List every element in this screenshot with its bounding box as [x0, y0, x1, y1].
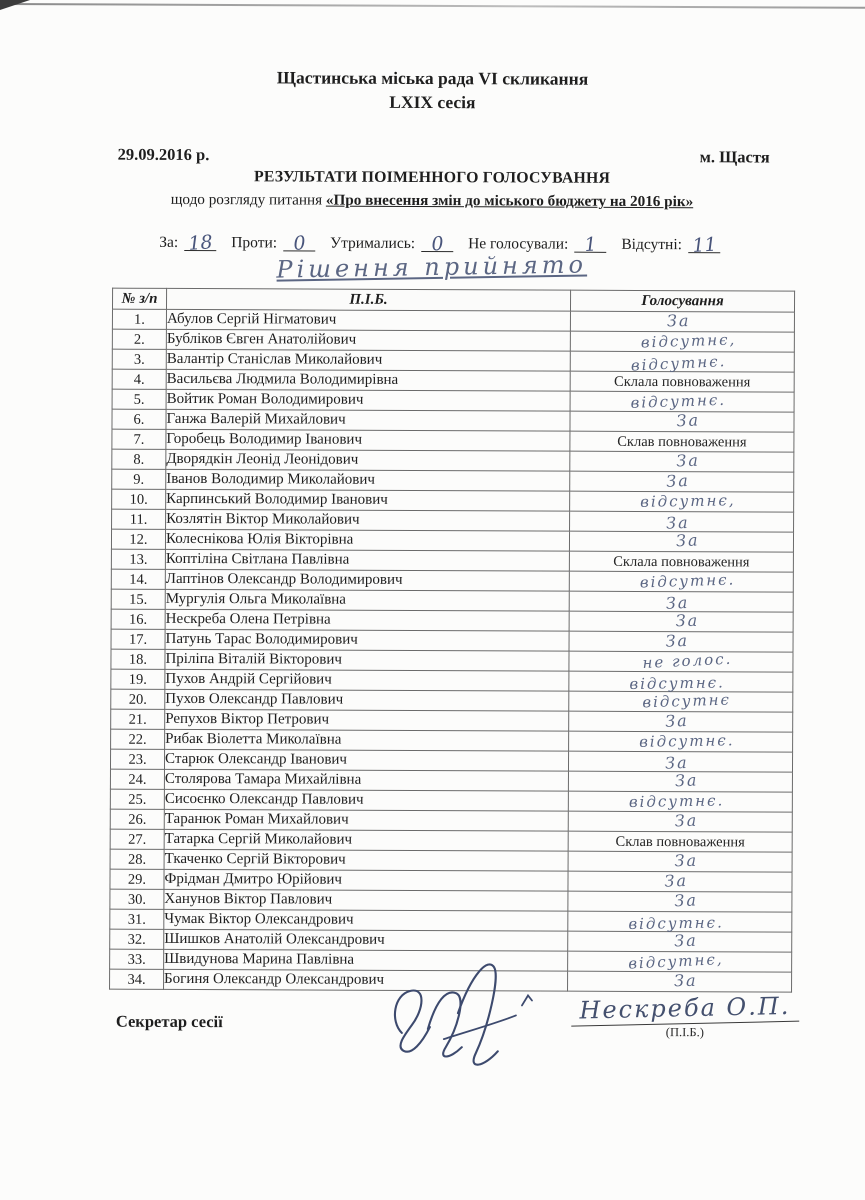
vote-cell: [570, 391, 794, 412]
row-number: 12.: [111, 529, 165, 549]
summary-absent-value: 11: [691, 233, 717, 258]
deputy-name: Ткаченко Сергій Вікторович: [164, 849, 568, 871]
subtitle-prefix: щодо розгляду питання: [170, 190, 326, 209]
secretary-name-handwritten: Нескреба О.П.: [571, 992, 800, 1027]
vote-value-handwritten: За: [665, 592, 690, 613]
deputy-name: Рибак Віолетта Миколаївна: [165, 729, 569, 751]
vote-value-handwritten: За: [665, 512, 690, 533]
row-number: 13.: [111, 549, 165, 569]
row-number: 4.: [112, 369, 166, 389]
vote-cell: [570, 431, 794, 452]
table-header-row: [112, 288, 794, 312]
row-number: 5.: [112, 389, 166, 409]
voting-table: [109, 288, 795, 993]
table-row: [110, 969, 792, 992]
summary-against-label: Проти:: [231, 234, 278, 252]
vote-value-handwritten: За: [674, 769, 699, 790]
document-footer: [0, 989, 861, 1153]
row-number: 22.: [111, 729, 165, 749]
vote-value-handwritten: відсутнє,: [627, 949, 724, 973]
vote-value-handwritten: відсутнє,: [639, 490, 736, 511]
deputy-name: Патунь Тарас Володимирович: [165, 629, 569, 651]
deputy-name: Татарка Сергій Миколайович: [164, 829, 568, 851]
summary-against-underline: [283, 232, 315, 255]
vote-cell: [568, 971, 792, 992]
deputy-name: Столярова Тамара Михайлівна: [164, 769, 568, 791]
row-number: 7.: [112, 429, 166, 449]
document-city: м. Щастя: [699, 147, 770, 167]
vote-cell: [568, 751, 792, 772]
vote-value-handwritten: відсутнє: [642, 690, 732, 711]
deputy-name: Бубліков Євген Анатолійович: [166, 329, 570, 351]
vote-value-handwritten: відсутнє.: [628, 912, 724, 933]
deputy-name: Горобець Володимир Іванович: [166, 429, 570, 451]
summary-for-value: 18: [187, 231, 214, 255]
deputy-name: Іванов Володимир Миколайович: [166, 469, 570, 491]
row-number: 11.: [112, 509, 166, 529]
vote-cell: [569, 691, 793, 712]
vote-cell: [569, 671, 793, 692]
vote-value-handwritten: За: [664, 630, 690, 651]
document-subtitle: [0, 190, 865, 212]
vote-cell: [570, 451, 794, 472]
vote-cell: [568, 871, 792, 892]
vote-value-handwritten: За: [675, 610, 700, 630]
row-number: 28.: [110, 849, 164, 869]
vote-value-handwritten: відсутнє.: [630, 390, 727, 412]
row-number: 26.: [110, 809, 164, 829]
row-number: 15.: [111, 589, 165, 609]
vote-cell: [569, 731, 793, 752]
summary-against: [231, 232, 315, 255]
vote-cell: [570, 471, 794, 492]
vote-cell: [568, 851, 792, 872]
deputy-name: Валантір Станіслав Миколайович: [166, 349, 570, 371]
vote-value-handwritten: За: [673, 889, 699, 910]
row-number: 27.: [110, 829, 164, 849]
row-number: 24.: [110, 769, 164, 789]
deputy-name: Швидунова Марина Павлівна: [164, 949, 568, 971]
council-name: Щастинська міська рада VI скликання: [276, 67, 589, 89]
vote-value-handwritten: За: [673, 970, 698, 990]
column-header-vote: Голосування: [570, 290, 794, 312]
vote-value-handwritten: відсутнє,: [640, 329, 737, 351]
vote-value-handwritten: За: [675, 450, 700, 470]
row-number: 6.: [112, 409, 166, 429]
summary-for-underline: [184, 231, 216, 255]
secretary-name-block: [571, 991, 799, 1041]
vote-cell: [568, 911, 792, 932]
subtitle-question: «Про внесення змін до міського бюджету на 2016 рік»: [325, 191, 694, 211]
summary-for-label: За:: [159, 233, 179, 251]
column-header-number: № з/п: [112, 288, 166, 309]
summary-against-value: 0: [292, 232, 307, 255]
deputy-name: Пріліпа Віталій Вікторович: [165, 649, 569, 671]
row-number: 9.: [112, 469, 166, 489]
deputy-name: Войтик Роман Володимирович: [166, 389, 570, 411]
row-number: 1.: [112, 309, 166, 329]
vote-cell: [568, 951, 792, 972]
vote-cell: [569, 531, 793, 552]
row-number: 21.: [111, 709, 165, 729]
deputy-name: Мургулія Ольга Миколаївна: [165, 589, 569, 611]
vote-cell: [570, 331, 794, 352]
summary-abstained-underline: [421, 232, 453, 256]
vote-cell: [570, 351, 794, 375]
summary-abstained-label: Утримались:: [330, 234, 416, 252]
row-number: 10.: [112, 489, 166, 509]
row-number: 33.: [110, 949, 164, 969]
document-date: 29.09.2016 р.: [117, 144, 210, 165]
vote-cell: [568, 931, 792, 952]
vote-value-handwritten: За: [664, 710, 689, 731]
deputy-name: Пухов Андрій Сергійович: [165, 669, 569, 691]
vote-value-handwritten: відсутнє.: [638, 730, 735, 751]
vote-cell: [569, 711, 793, 732]
deputy-name: Старюк Олександр Іванович: [164, 749, 568, 771]
deputy-name: Васильєва Людмила Володимирівна: [166, 369, 570, 391]
deputy-name: Чумак Віктор Олександрович: [164, 909, 568, 931]
secretary-label: Секретар сесії: [115, 1011, 223, 1032]
summary-absent-label: Відсутні:: [621, 235, 683, 254]
deputy-name: Ганжа Валерій Михайлович: [166, 409, 570, 431]
vote-value-handwritten: За: [673, 930, 698, 950]
date-city-row: [118, 145, 770, 168]
deputy-name: Коптіліна Світлана Павлівна: [165, 549, 569, 571]
deputy-name: Богиня Олександр Олександрович: [164, 969, 568, 991]
row-number: 14.: [111, 569, 165, 589]
vote-value-handwritten: За: [674, 810, 699, 830]
column-header-name: П.І.Б.: [166, 288, 570, 311]
row-number: 2.: [112, 329, 166, 349]
vote-value-handwritten: За: [666, 310, 691, 330]
deputy-name: Абулов Сергій Нігматович: [166, 309, 570, 331]
row-number: 23.: [110, 749, 164, 769]
vote-value-printed: Склав повноваження: [617, 433, 747, 450]
row-number: 34.: [110, 969, 164, 989]
deputy-name: Шишков Анатолій Олександрович: [164, 929, 568, 951]
vote-value-printed: Склала повноваження: [613, 553, 750, 570]
row-number: 20.: [111, 689, 165, 709]
summary-for: [159, 231, 216, 255]
deputy-name: Сисоєнко Олександр Павлович: [164, 789, 568, 811]
deputy-name: Пухов Олександр Павлович: [165, 689, 569, 711]
row-number: 3.: [112, 349, 166, 369]
row-number: 18.: [111, 649, 165, 669]
vote-value-printed: Склала повноваження: [614, 373, 751, 390]
deputy-name: Карпинський Володимир Іванович: [166, 489, 570, 511]
vote-value-printed: Склав повноваження: [615, 833, 745, 850]
vote-value-handwritten: відсутнє.: [630, 351, 727, 375]
deputy-name: Нескреба Олена Петрівна: [165, 609, 569, 631]
document-title: РЕЗУЛЬТАТИ ПОІМЕННОГО ГОЛОСУВАННЯ: [254, 168, 611, 187]
vote-cell: [568, 831, 792, 852]
summary-not-voted-label: Не голосували:: [468, 235, 569, 253]
vote-cell: [570, 411, 794, 432]
vote-value-handwritten: не голос.: [641, 649, 733, 672]
summary-abstained: [330, 232, 453, 256]
row-number: 31.: [110, 909, 164, 929]
vote-cell: [569, 551, 793, 572]
vote-value-handwritten: За: [674, 850, 698, 870]
decision-note: Рішення прийнято: [276, 250, 588, 284]
vote-cell: [568, 891, 792, 912]
vote-value-handwritten: За: [665, 470, 690, 491]
vote-value-handwritten: відсутнє.: [639, 569, 736, 591]
deputy-name: Таранюк Роман Михайлович: [164, 809, 568, 831]
vote-cell: [568, 771, 792, 792]
vote-cell: [569, 631, 793, 652]
pib-label: (П.І.Б.): [665, 1025, 704, 1040]
row-number: 19.: [111, 669, 165, 689]
deputy-name: Фрідман Дмитро Юрійович: [164, 869, 568, 891]
vote-cell: [570, 371, 794, 392]
vote-value-handwritten: відсутнє.: [628, 790, 725, 811]
deputy-name: Дворядкін Леонід Леонідович: [166, 449, 570, 471]
row-number: 32.: [110, 929, 164, 949]
deputy-name: Колеснікова Юлія Вікторівна: [165, 529, 569, 551]
row-number: 17.: [111, 629, 165, 649]
deputy-name: Ханунов Віктор Павлович: [164, 889, 568, 911]
vote-cell: [568, 791, 792, 812]
vote-cell: [570, 311, 794, 332]
row-number: 8.: [112, 449, 166, 469]
row-number: 25.: [110, 789, 164, 809]
summary-abstained-value: 0: [430, 232, 445, 256]
vote-cell: [568, 811, 792, 832]
vote-value-handwritten: За: [675, 529, 700, 550]
vote-cell: [570, 511, 794, 532]
row-number: 16.: [111, 609, 165, 629]
vote-cell: [569, 591, 793, 612]
vote-cell: [569, 611, 793, 632]
vote-value-handwritten: відсутнє.: [629, 672, 725, 693]
deputy-name: Лаптінов Олександр Володимирович: [165, 569, 569, 591]
vote-cell: [569, 651, 793, 672]
vote-cell: [570, 491, 794, 512]
session-number: LXIX сесія: [389, 91, 476, 113]
row-number: 30.: [110, 889, 164, 909]
vote-value-handwritten: За: [663, 870, 689, 891]
row-number: 29.: [110, 869, 164, 889]
summary-not-voted-value: 1: [583, 233, 598, 257]
deputy-name: Репухов Віктор Петрович: [165, 709, 569, 731]
vote-value-handwritten: За: [664, 752, 689, 773]
vote-value-handwritten: За: [675, 409, 701, 430]
vote-cell: [569, 571, 793, 592]
deputy-name: Козлятін Віктор Миколайович: [166, 509, 570, 531]
